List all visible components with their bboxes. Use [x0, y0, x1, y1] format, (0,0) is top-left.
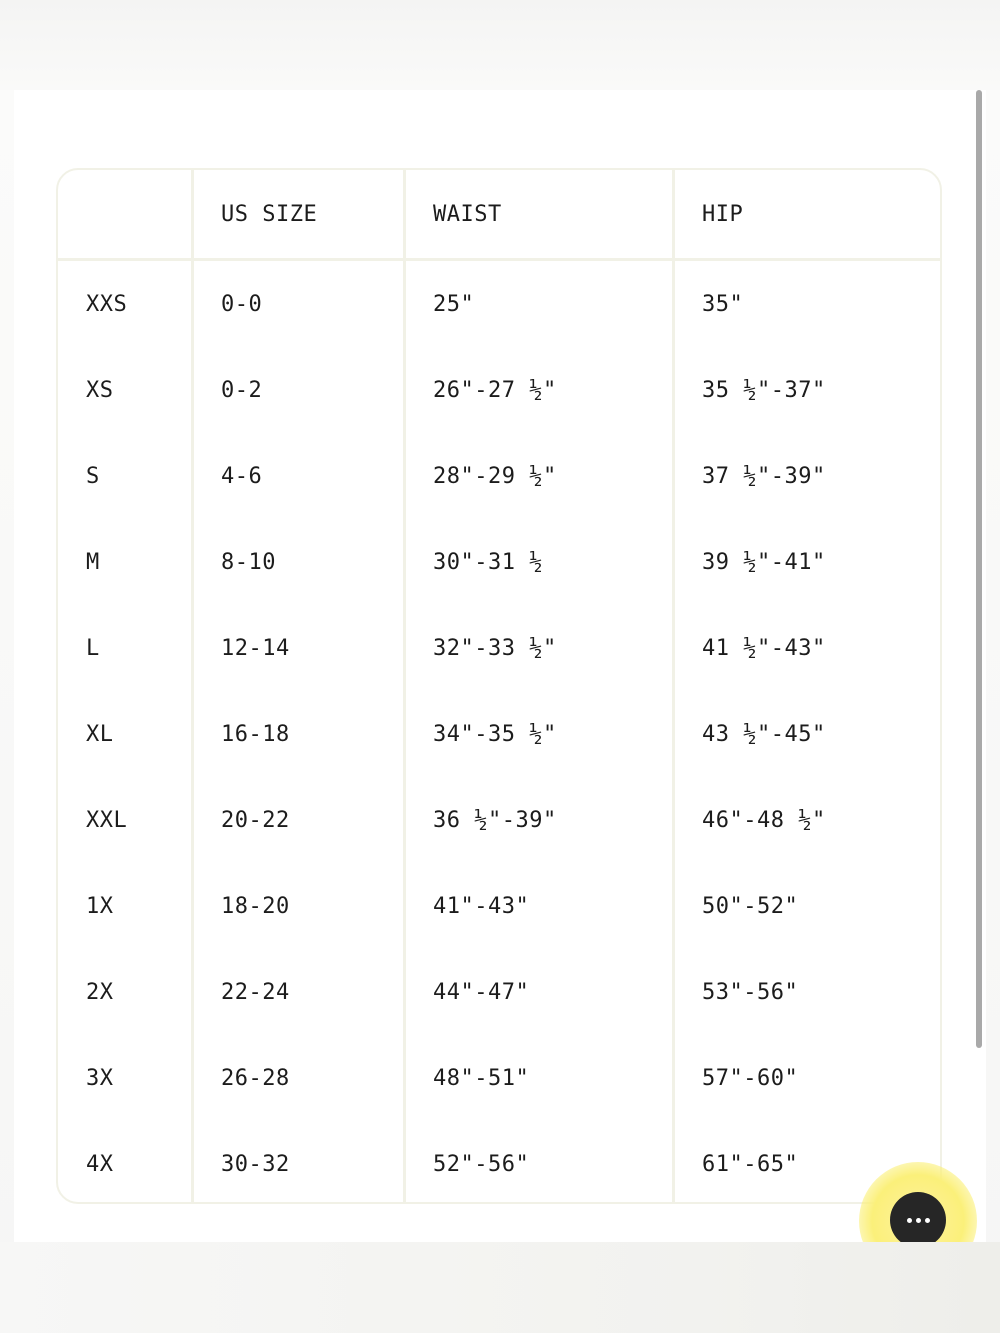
table-row [58, 949, 940, 1035]
hip-cell: 39 ½"-41" [702, 549, 826, 575]
size-cell: 4X [58, 1121, 194, 1204]
hip-cell: 43 ½"-45" [702, 721, 826, 747]
table-row [58, 605, 940, 691]
vertical-scrollbar[interactable] [971, 90, 986, 1242]
hip-cell: 57"-60" [702, 1065, 799, 1091]
size-cell: M [58, 519, 194, 605]
chat-button[interactable] [890, 1192, 946, 1242]
waist-cell: 32"-33 ½" [406, 605, 675, 691]
waist-cell: 28"-29 ½" [406, 433, 675, 519]
waist-cell: 52"-56" [406, 1121, 675, 1204]
waist-cell: 48"-51" [406, 1035, 675, 1121]
bottom-background [0, 1242, 1000, 1333]
top-background [0, 0, 1000, 90]
waist-cell: 25" [406, 261, 675, 347]
hip-cell: 41 ½"-43" [702, 635, 826, 661]
header-size-label [58, 170, 194, 258]
waist-cell: 36 ½"-39" [406, 777, 675, 863]
table-row [58, 691, 940, 777]
size-cell: XS [58, 347, 194, 433]
waist-cell: 34"-35 ½" [406, 691, 675, 777]
size-cell: 3X [58, 1035, 194, 1121]
waist-cell: 41"-43" [406, 863, 675, 949]
table-row [58, 519, 940, 605]
ellipsis-icon [907, 1218, 930, 1223]
hip-cell: 46"-48 ½" [702, 807, 826, 833]
table-row [58, 1035, 940, 1121]
us-size-cell: 0-0 [194, 261, 406, 347]
table-row [58, 1121, 940, 1204]
header-us-size: US SIZE [194, 170, 406, 258]
waist-cell: 26"-27 ½" [406, 347, 675, 433]
header-hip: HIP [702, 201, 744, 227]
us-size-cell: 30-32 [194, 1121, 406, 1204]
table-row [58, 347, 940, 433]
size-cell: XXL [58, 777, 194, 863]
hip-cell: 53"-56" [702, 979, 799, 1005]
header-waist: WAIST [406, 170, 675, 258]
us-size-cell: 4-6 [194, 433, 406, 519]
table-row [58, 261, 940, 347]
table-row [58, 863, 940, 949]
scrollbar-thumb[interactable] [976, 90, 982, 1048]
size-cell: L [58, 605, 194, 691]
us-size-cell: 26-28 [194, 1035, 406, 1121]
size-cell: XXS [58, 261, 194, 347]
waist-cell: 44"-47" [406, 949, 675, 1035]
hip-cell: 61"-65" [702, 1151, 799, 1177]
table-row [58, 777, 940, 863]
size-cell: 1X [58, 863, 194, 949]
size-chart-table [56, 168, 942, 1204]
us-size-cell: 22-24 [194, 949, 406, 1035]
us-size-cell: 18-20 [194, 863, 406, 949]
size-cell: 2X [58, 949, 194, 1035]
hip-cell: 50"-52" [702, 893, 799, 919]
us-size-cell: 16-18 [194, 691, 406, 777]
table-row [58, 433, 940, 519]
us-size-cell: 12-14 [194, 605, 406, 691]
size-cell: XL [58, 691, 194, 777]
table-header-row [58, 170, 940, 261]
us-size-cell: 8-10 [194, 519, 406, 605]
hip-cell: 37 ½"-39" [702, 463, 826, 489]
us-size-cell: 0-2 [194, 347, 406, 433]
waist-cell: 30"-31 ½ [406, 519, 675, 605]
hip-cell: 35" [702, 291, 744, 317]
size-guide-panel [14, 90, 986, 1242]
size-cell: S [58, 433, 194, 519]
us-size-cell: 20-22 [194, 777, 406, 863]
hip-cell: 35 ½"-37" [702, 377, 826, 403]
